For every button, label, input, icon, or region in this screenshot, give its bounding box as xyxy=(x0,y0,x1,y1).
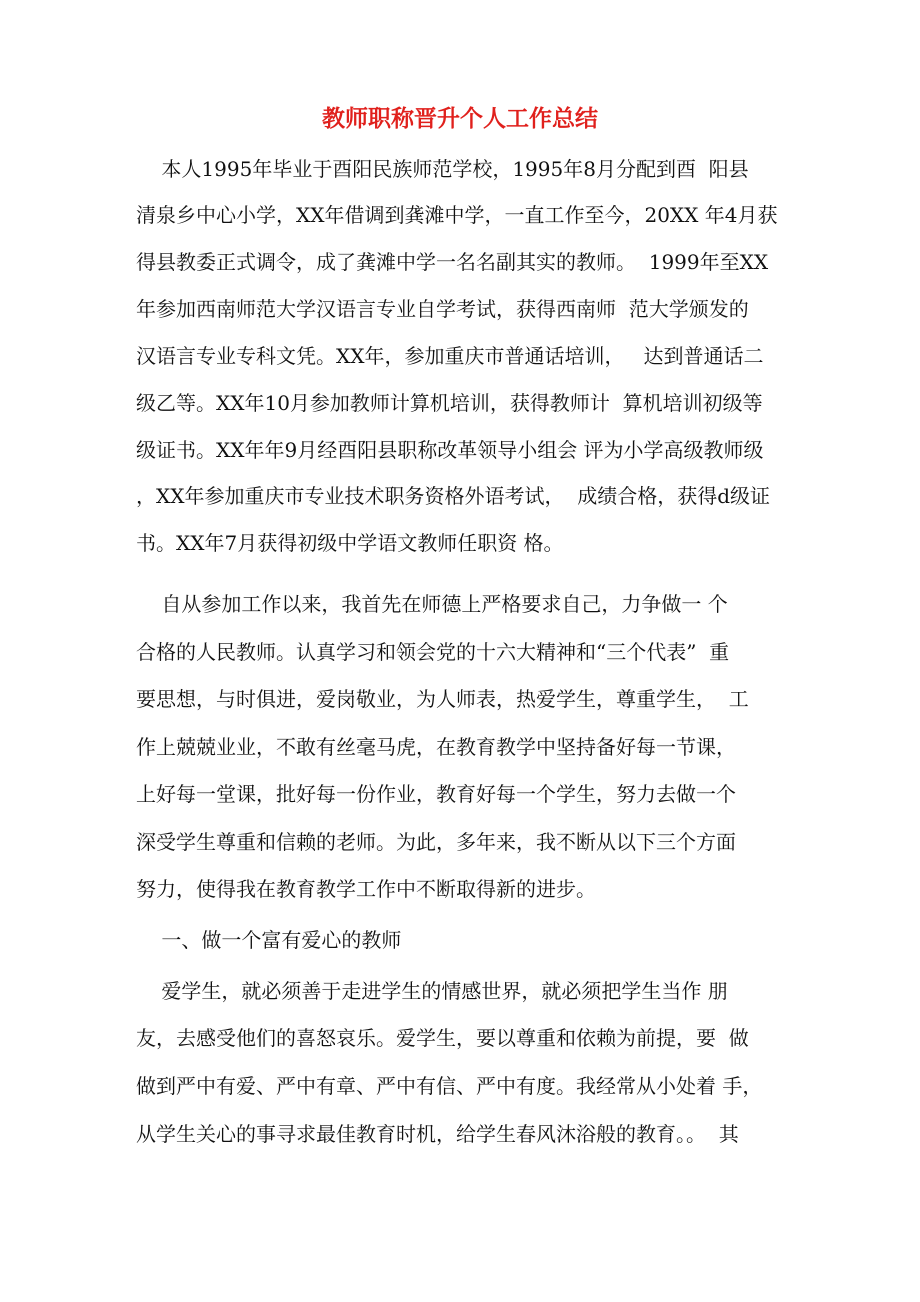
text-line: 自从参加工作以来，我首先在师德上严格要求自己，力争做一 个 xyxy=(136,592,728,616)
text-line: 深受学生尊重和信赖的老师。为此，多年来，我不断从以下三个方面 xyxy=(136,830,736,854)
text-line: 汉语言专业专科文凭。XX年，参加重庆市普通话培训， 达到普通话二 xyxy=(136,344,764,368)
text-line: 年参加西南师范大学汉语言专业自学考试，获得西南师 范大学颁发的 xyxy=(136,297,749,321)
text-line: ，XX年参加重庆市专业技术职务资格外语考试， 成绩合格，获得d级证 xyxy=(136,484,770,508)
text-line: 本人1995年毕业于酉阳民族师范学校，1995年8月分配到酉 阳县 xyxy=(136,157,749,181)
text-line: 书。XX年7月获得初级中学语文教师任职资 格。 xyxy=(136,531,564,555)
text-line: 合格的人民教师。认真学习和领会党的十六大精神和“三个代表” 重 xyxy=(136,640,730,664)
text-line: 清泉乡中心小学，XX年借调到龚滩中学，一直工作至今，20XX 年4月获 xyxy=(136,203,778,227)
text-line: 爱学生，就必须善于走进学生的情感世界，就必须把学生当作 朋 xyxy=(136,979,728,1003)
text-line: 友，去感受他们的喜怒哀乐。爱学生，要以尊重和依赖为前提，要 做 xyxy=(136,1026,749,1050)
text-line: 级证书。XX年年9月经酉阳县职称改革领导小组会 评为小学高级教师级 xyxy=(136,438,764,462)
text-line: 要思想，与时俱进，爱岗敬业，为人师表，热爱学生，尊重学生， 工 xyxy=(136,687,749,711)
document-title: 教师职称晋升个人工作总结 xyxy=(322,106,598,132)
text-line: 得县教委正式调令，成了龚滩中学一名名副其实的教师。 1999年至XX xyxy=(136,250,769,274)
text-line: 作上兢兢业业，不敢有丝毫马虎，在教育教学中坚持备好每一节课， xyxy=(136,735,736,759)
text-line: 上好每一堂课，批好每一份作业，教育好每一个学生，努力去做一个 xyxy=(136,782,736,806)
text-line: 从学生关心的事寻求最佳教育时机，给学生春风沐浴般的教育。。 其 xyxy=(136,1122,739,1146)
text-line: 做到严中有爱、严中有章、严中有信、严中有度。我经常从小处着 手， xyxy=(136,1074,763,1098)
text-line: 级乙等。XX年10月参加教师计算机培训，获得教师计 算机培训初级等 xyxy=(136,391,763,415)
section-heading: 一、做一个富有爱心的教师 xyxy=(136,928,402,952)
text-line: 努力，使得我在教育教学工作中不断取得新的进步。 xyxy=(136,877,596,901)
